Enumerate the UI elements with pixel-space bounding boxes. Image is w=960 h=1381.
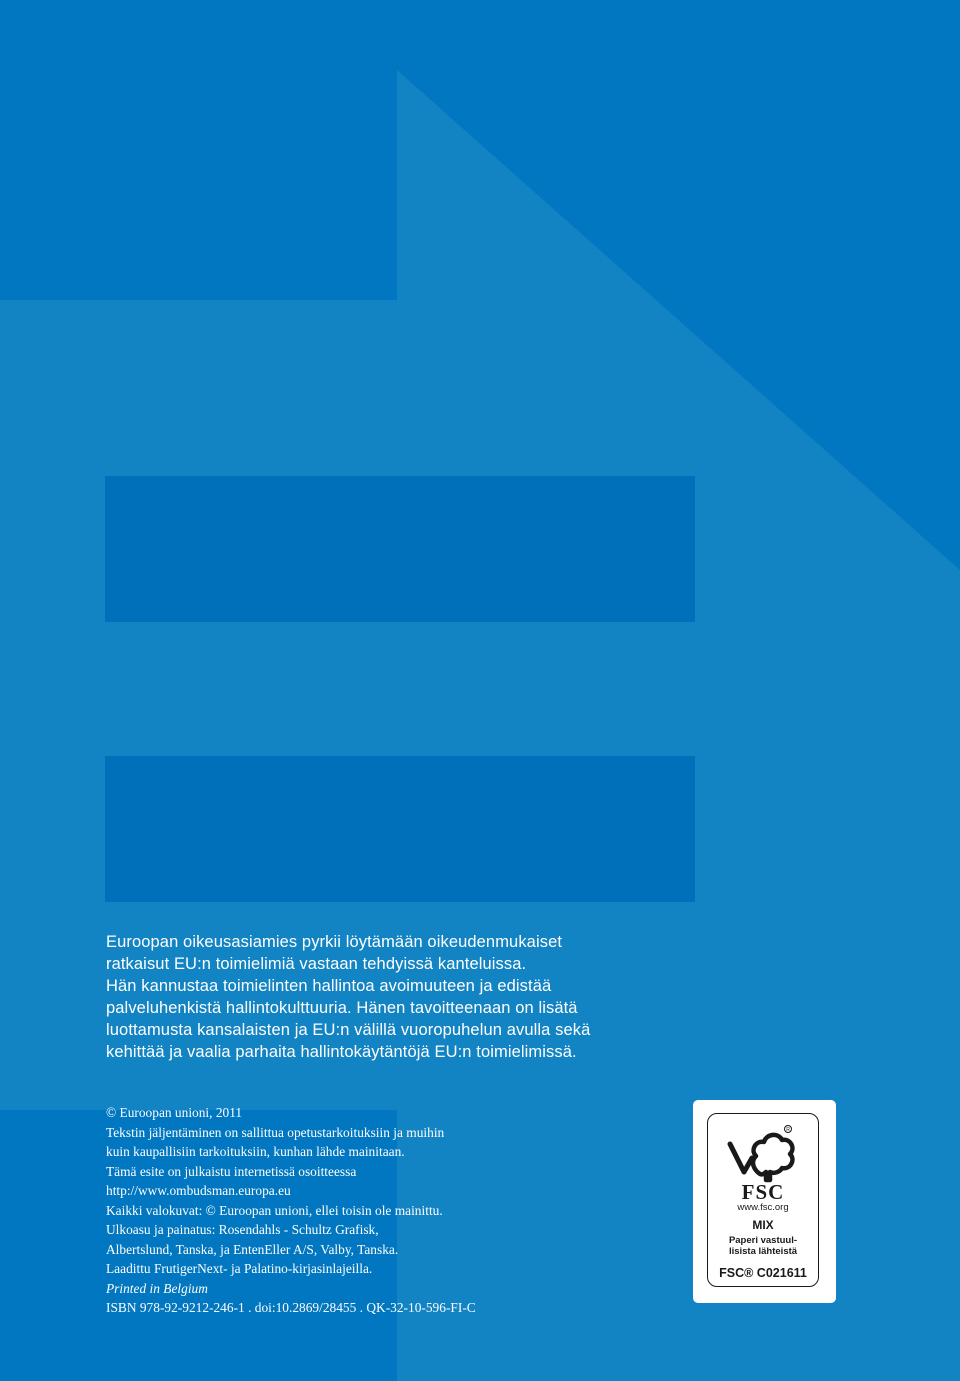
colophon [106, 1103, 666, 1318]
fsc-url: www.fsc.org [737, 1202, 789, 1213]
fsc-source-label [708, 1235, 818, 1257]
isbn-line: ISBN 978-92-9212-246-1 . doi:10.2869/28455 . QK-32-10-596-FI-C [106, 1300, 476, 1315]
website-link[interactable]: http://www.ombudsman.europa.eu [106, 1183, 291, 1198]
colophon-line: Ulkoasu ja painatus: Rosendahls - Schultz Grafisk, [106, 1222, 379, 1237]
fsc-license-code: FSC® C021611 [719, 1266, 807, 1280]
svg-text:R: R [786, 1127, 790, 1133]
fsc-label-line: Paperi vastuul- [728, 1235, 798, 1246]
printed-in: Printed in Belgium [106, 1280, 208, 1296]
fsc-tree-icon [708, 1114, 818, 1186]
colophon-line: Kaikki valokuvat: © Euroopan unioni, ellei toisin ole mainittu. [106, 1202, 443, 1218]
intro-line: Euroopan oikeusasiamies pyrkii löytämään oikeudenmukaiset [106, 933, 563, 951]
fsc-wordmark: FSC [741, 1180, 785, 1204]
copyright-line: © Euroopan unioni, 2011 [106, 1105, 243, 1120]
colophon-line: Laadittu FrutigerNext- ja Palatino-kirjasinlajeilla. [106, 1261, 373, 1276]
fsc-logo [693, 1100, 836, 1303]
intro-paragraph [106, 931, 706, 1063]
colophon-line: Albertslund, Tanska, ja EntenEller A/S, Valby, Tanska. [106, 1241, 399, 1257]
image-panel-top [105, 476, 695, 622]
intro-line: Hän kannustaa toimielinten hallintoa avoimuuteen ja edistää [106, 977, 552, 995]
colophon-line: Tämä esite on julkaistu internetissä osoitteessa [106, 1163, 357, 1179]
image-panel-bottom [105, 756, 695, 902]
intro-line: kehittää ja vaalia parhaita hallintokäytäntöjä EU:n toimielimissä. [106, 1043, 577, 1061]
fsc-frame [707, 1113, 819, 1287]
intro-line: luottamusta kansalaisten ja EU:n välillä vuoropuhelun avulla sekä [106, 1021, 591, 1039]
colophon-line: Tekstin jäljentäminen on sallittua opetustarkoituksiin ja muihin [106, 1124, 445, 1140]
fsc-mix-label: MIX [752, 1218, 774, 1232]
colophon-line: kuin kaupallisiin tarkoituksiin, kunhan lähde mainitaan. [106, 1144, 405, 1159]
fsc-label-line: lisista lähteistä [728, 1246, 798, 1257]
intro-line: ratkaisut EU:n toimielimiä vastaan tehdyissä kanteluissa. [106, 955, 527, 973]
intro-line: palveluhenkistä hallintokulttuuria. Hänen tavoitteenaan on lisätä [106, 999, 578, 1017]
